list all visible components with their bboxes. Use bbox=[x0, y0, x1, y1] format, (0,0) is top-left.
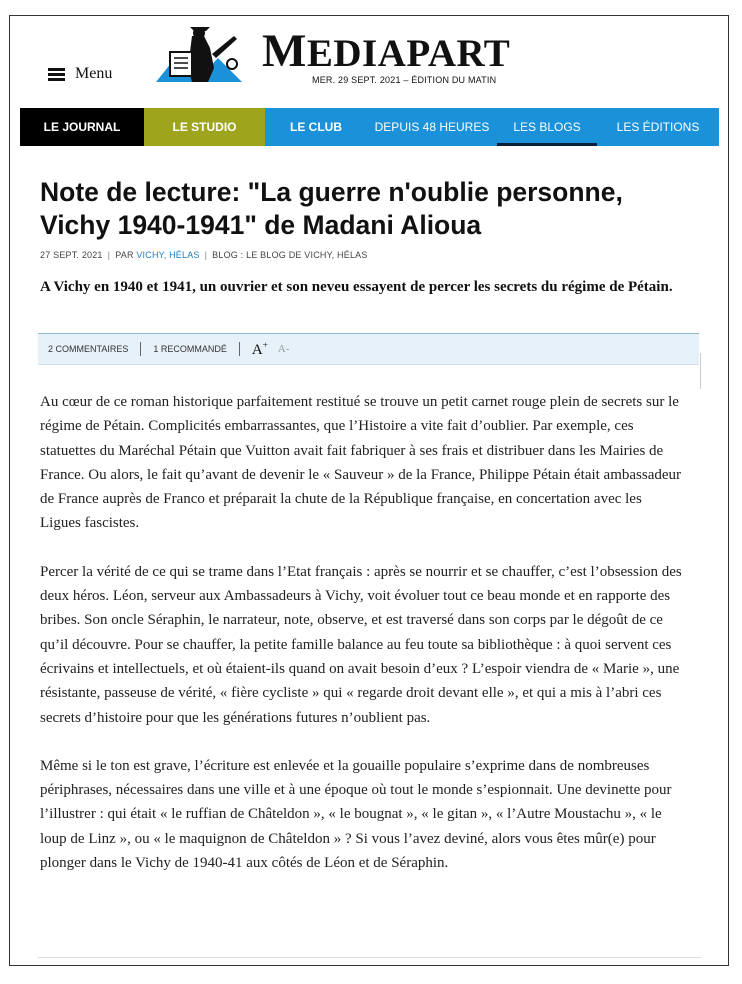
mediapart-wordmark[interactable]: MEDIAPART bbox=[262, 25, 511, 77]
article-lead: A Vichy en 1940 et 1941, un ouvrier et son neveu essayent de percer les secrets du régime de Pétain. bbox=[40, 279, 673, 295]
main-nav bbox=[20, 108, 719, 146]
nav-les-editions[interactable]: LES ÉDITIONS bbox=[616, 120, 700, 134]
par-label: PAR bbox=[115, 250, 134, 260]
article-title: Note de lecture: "La guerre n'oublie personne, Vichy 1940-1941" de Madani Alioua bbox=[40, 177, 623, 240]
article-toolbar bbox=[38, 333, 699, 365]
edition-date: MER. 29 SEPT. 2021 – ÉDITION DU MATIN bbox=[312, 75, 497, 85]
hamburger-icon bbox=[48, 68, 65, 81]
nav-le-journal[interactable]: LE JOURNAL bbox=[20, 108, 144, 146]
body-paragraph: Percer la vérité de ce qui se trame dans l’Etat français : après se nourrir et se chauffer, c’est l’obsession des deux héros. Léon, serveur aux Ambassadeurs à Vichy, voit évoluer tout ce beau monde et en rapporte des bribes. Son oncle Séraphin, le narrateur, note, observe, et est traversé dans son corps par le dégoût de ce qu’il découvre. Pour se chauffer, la petite famille balance au feu toute sa bibliothèque : à quoi servent ces écrivains et intellectuels, et où étaient-ils quand on avait besoin d’eux ? L’espoir viendra de « Marie », une résistante, passeuse de vérité, « fière cycliste » qui « regarde droit devant elle », et qui a mis à l’abri ces secrets d’histoire pour que les générations futures n’oublient pas. bbox=[40, 563, 682, 726]
toolbar-divider bbox=[140, 342, 141, 356]
nav-les-blogs[interactable]: LES BLOGS bbox=[497, 108, 597, 146]
font-increase-button[interactable]: A+ bbox=[251, 339, 268, 358]
menu-label: Menu bbox=[75, 65, 113, 82]
article-meta: 27 SEPT. 2021 | PAR VICHY, HÉLAS | BLOG : LE BLOG DE VICHY, HÉLAS bbox=[40, 250, 368, 260]
comments-link[interactable]: 2 COMMENTAIRES bbox=[48, 344, 129, 354]
nav-le-club[interactable]: LE CLUB bbox=[290, 120, 342, 134]
bottom-divider bbox=[38, 957, 701, 958]
nav-depuis-48-heures[interactable]: DEPUIS 48 HEURES bbox=[374, 120, 490, 134]
publish-date: 27 SEPT. 2021 bbox=[40, 250, 103, 260]
nav-le-studio[interactable]: LE STUDIO bbox=[144, 108, 265, 146]
toolbar-edge bbox=[700, 353, 701, 389]
blog-label: BLOG : bbox=[212, 250, 244, 260]
blog-name-link[interactable]: LE BLOG DE VICHY, HÉLAS bbox=[246, 250, 368, 260]
toolbar-divider bbox=[239, 342, 240, 356]
menu-button[interactable] bbox=[48, 65, 112, 83]
font-decrease-button[interactable]: A- bbox=[277, 343, 290, 355]
mediapart-crier-logo-icon[interactable] bbox=[152, 24, 246, 86]
recommended-link[interactable]: 1 RECOMMANDÉ bbox=[153, 344, 227, 354]
body-paragraph: Même si le ton est grave, l’écriture est enlevée et la gouaille populaire s’exprime dans de nombreuses périphrases, nécessaires dans une ville et à une époque où tout le monde s’espionnait. Une devinette pour l’illustrer : qui était « le ruffian de Châteldon », « le bougnat », « le gitan », « l’Autre Moustachu », « le loup de Linz », ou « le maquignon de Châteldon » ? Si vous l’avez deviné, alors vous êtes mûr(e) pour plonger dans le Vichy de 1940-41 aux côtés de Léon et de Séraphin. bbox=[40, 757, 672, 872]
article-body bbox=[40, 390, 686, 899]
body-paragraph: Au cœur de ce roman historique parfaitement restitué se trouve un petit carnet rouge plein de secrets sur le régime de Pétain. Complicités embarrassantes, que l’Histoire a vite fait d’oublier. Par exemple, ces statuettes du Maréchal Pétain que Vuitton avait fait fabriquer à ses frais et distribuer dans les Mairies de France. Ou alors, le fait qu’avant de devenir le « Sauveur » de la France, Philippe Pétain était ambassadeur de France auprès de Franco et préparait la chute de la République française, en concertation avec les Ligues fascistes. bbox=[40, 394, 682, 532]
author-link[interactable]: VICHY, HÉLAS bbox=[136, 250, 200, 260]
